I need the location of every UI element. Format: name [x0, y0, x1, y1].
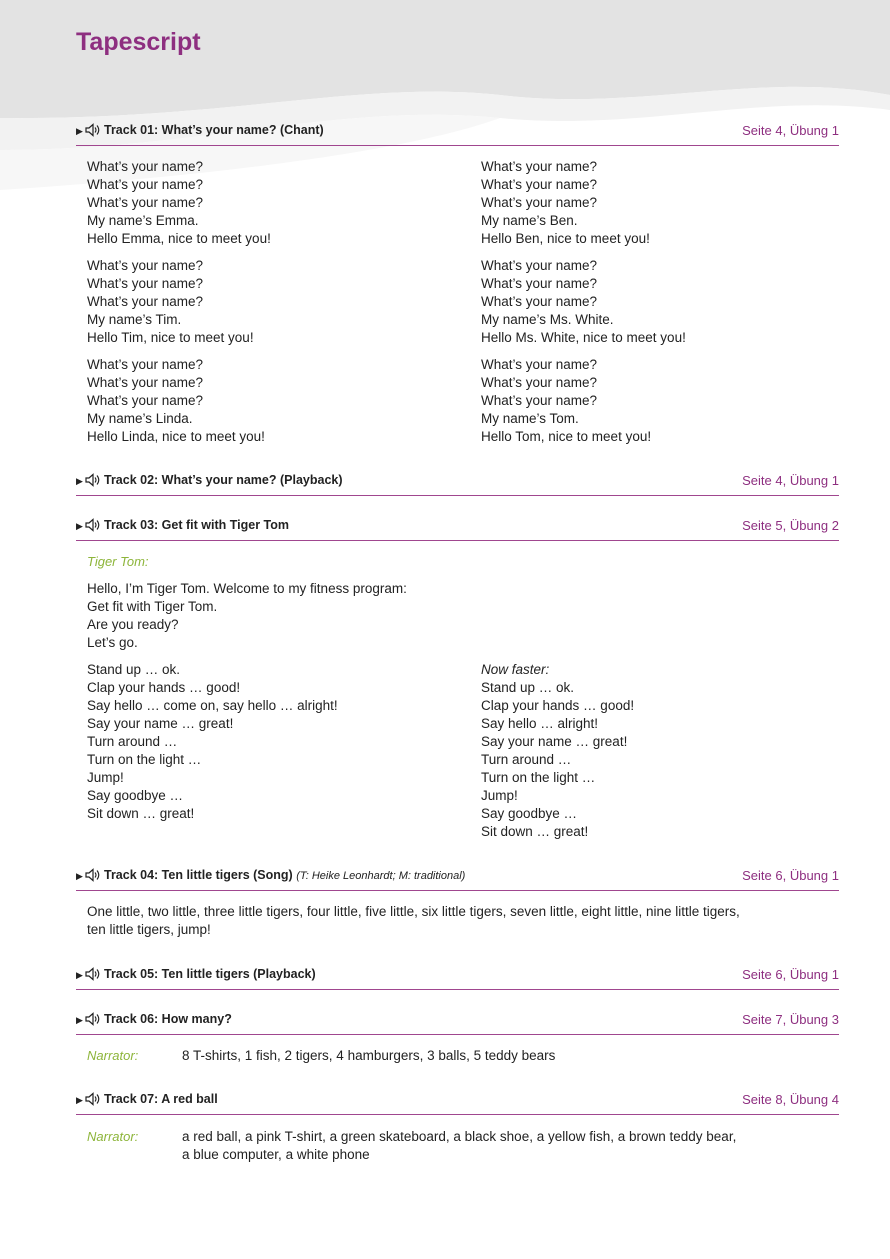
speaker-icon	[85, 868, 101, 882]
play-triangle-icon[interactable]: ▶	[76, 476, 83, 486]
text-line: Clap your hands … good!	[481, 698, 635, 713]
text-line: Stand up … ok.	[481, 680, 575, 695]
text-line: Turn around …	[481, 752, 572, 767]
text-line: Are you ready?	[87, 617, 179, 632]
text-line: What’s your name?	[87, 393, 204, 408]
speaker-icon	[85, 967, 101, 981]
text-line: Hello Linda, nice to meet you!	[87, 429, 265, 444]
text-line: a red ball, a pink T-shirt, a green skateboard, a black shoe, a yellow fish, a brown teddy bear,	[182, 1129, 737, 1144]
text-line: One little, two little, three little tigers, four little, five little, six little tigers, seven little, eight little, nine little tigers,	[87, 904, 740, 919]
page-reference: Seite 4, Übung 1	[742, 123, 839, 138]
track-title: Track 05: Ten little tigers (Playback)	[104, 967, 316, 981]
text-line: ten little tigers, jump!	[87, 922, 211, 937]
track-title: Track 03: Get fit with Tiger Tom	[104, 518, 289, 532]
text-line: My name’s Emma.	[87, 213, 199, 228]
page-reference: Seite 5, Übung 2	[742, 518, 839, 533]
text-line: What’s your name?	[481, 294, 598, 309]
speaker-icon	[85, 473, 101, 487]
text-line: What’s your name?	[481, 159, 598, 174]
track-header-05[interactable]	[76, 967, 839, 990]
text-line: What’s your name?	[87, 276, 204, 291]
text-line: What’s your name?	[87, 294, 204, 309]
fitness-column-right	[481, 661, 634, 841]
narrator-text	[182, 1128, 736, 1164]
track-header-04[interactable]	[76, 868, 839, 891]
text-line: Let’s go.	[87, 635, 138, 650]
page-reference: Seite 7, Übung 3	[742, 1012, 839, 1027]
play-triangle-icon[interactable]: ▶	[76, 871, 83, 881]
text-line: My name’s Tim.	[87, 312, 182, 327]
track-title: Track 01: What’s your name? (Chant)	[104, 123, 324, 137]
speaker-label: Narrator:	[87, 1129, 139, 1144]
song-lyrics	[87, 903, 740, 939]
page-reference: Seite 6, Übung 1	[742, 967, 839, 982]
now-faster-heading: Now faster:	[481, 662, 550, 677]
chant-column-left	[87, 158, 271, 248]
text-line: Turn on the light …	[481, 770, 596, 785]
text-line: Say your name … great!	[87, 716, 234, 731]
chant-column-left	[87, 257, 254, 347]
text-line: Sit down … great!	[87, 806, 195, 821]
text-line: What’s your name?	[481, 177, 598, 192]
fitness-column-left	[87, 661, 338, 823]
text-line: Say hello … alright!	[481, 716, 599, 731]
text-line: What’s your name?	[481, 276, 598, 291]
text-line: What’s your name?	[87, 177, 204, 192]
text-line: My name’s Ms. White.	[481, 312, 614, 327]
song-credit: (T: Heike Leonhardt; M: traditional)	[296, 870, 466, 882]
speaker-label: Narrator:	[87, 1048, 139, 1063]
text-line: Hello Ms. White, nice to meet you!	[481, 330, 686, 345]
play-triangle-icon[interactable]: ▶	[76, 1015, 83, 1025]
text-line: Sit down … great!	[481, 824, 589, 839]
page-title: Tapescript	[76, 28, 201, 56]
speaker-icon	[85, 1012, 101, 1026]
speaker-label: Tiger Tom:	[87, 554, 149, 569]
track-header-01[interactable]	[76, 123, 839, 146]
text-line: Hello Emma, nice to meet you!	[87, 231, 271, 246]
track-title: Track 02: What’s your name? (Playback)	[104, 473, 343, 487]
text-line: My name’s Linda.	[87, 411, 193, 426]
chant-column-left	[87, 356, 265, 446]
text-line: Hello Ben, nice to meet you!	[481, 231, 650, 246]
text-line: What’s your name?	[87, 357, 204, 372]
text-line: What’s your name?	[87, 258, 204, 273]
track-title-text: Track 04: Ten little tigers (Song)	[104, 868, 293, 882]
text-line: What’s your name?	[481, 357, 598, 372]
track-title: Track 06: How many?	[104, 1012, 232, 1026]
speaker-icon	[85, 518, 101, 532]
text-line: What’s your name?	[87, 375, 204, 390]
text-line: My name’s Tom.	[481, 411, 579, 426]
track-header-02[interactable]	[76, 473, 839, 496]
text-line: What’s your name?	[87, 195, 204, 210]
page-reference: Seite 8, Übung 4	[742, 1092, 839, 1107]
text-line: Hello Tom, nice to meet you!	[481, 429, 652, 444]
text-line: a blue computer, a white phone	[182, 1147, 370, 1162]
text-line: Say hello … come on, say hello … alright!	[87, 698, 338, 713]
text-line: 8 T-shirts, 1 fish, 2 tigers, 4 hamburgers, 3 balls, 5 teddy bears	[182, 1048, 556, 1063]
page-reference: Seite 6, Übung 1	[742, 868, 839, 883]
play-triangle-icon[interactable]: ▶	[76, 1095, 83, 1105]
text-line: Say your name … great!	[481, 734, 628, 749]
text-line: What’s your name?	[481, 393, 598, 408]
track-header-06[interactable]	[76, 1012, 839, 1035]
text-line: Say goodbye …	[87, 788, 184, 803]
narrator-text	[182, 1047, 555, 1065]
track-header-03[interactable]	[76, 518, 839, 541]
text-line: Hello Tim, nice to meet you!	[87, 330, 254, 345]
speaker-icon	[85, 1092, 101, 1106]
track-title: Track 07: A red ball	[104, 1092, 218, 1106]
chant-column-right	[481, 158, 650, 248]
text-line: Hello, I’m Tiger Tom. Welcome to my fitness program:	[87, 581, 407, 596]
play-triangle-icon[interactable]: ▶	[76, 126, 83, 136]
text-line: Turn around …	[87, 734, 178, 749]
chant-column-right	[481, 257, 686, 347]
text-line: Jump!	[481, 788, 518, 803]
text-line: Turn on the light …	[87, 752, 202, 767]
intro-text	[87, 580, 407, 652]
page-reference: Seite 4, Übung 1	[742, 473, 839, 488]
track-title	[104, 868, 465, 882]
text-line: What’s your name?	[481, 375, 598, 390]
text-line: What’s your name?	[481, 195, 598, 210]
text-line: Clap your hands … good!	[87, 680, 241, 695]
text-line: What’s your name?	[87, 159, 204, 174]
play-triangle-icon[interactable]: ▶	[76, 970, 83, 980]
play-triangle-icon[interactable]: ▶	[76, 521, 83, 531]
text-line: My name’s Ben.	[481, 213, 578, 228]
text-line: Say goodbye …	[481, 806, 578, 821]
text-line: Get fit with Tiger Tom.	[87, 599, 218, 614]
track-header-07[interactable]	[76, 1092, 839, 1115]
text-line: Jump!	[87, 770, 124, 785]
speaker-icon	[85, 123, 101, 137]
chant-column-right	[481, 356, 651, 446]
text-line: Stand up … ok.	[87, 662, 181, 677]
text-line: What’s your name?	[481, 258, 598, 273]
